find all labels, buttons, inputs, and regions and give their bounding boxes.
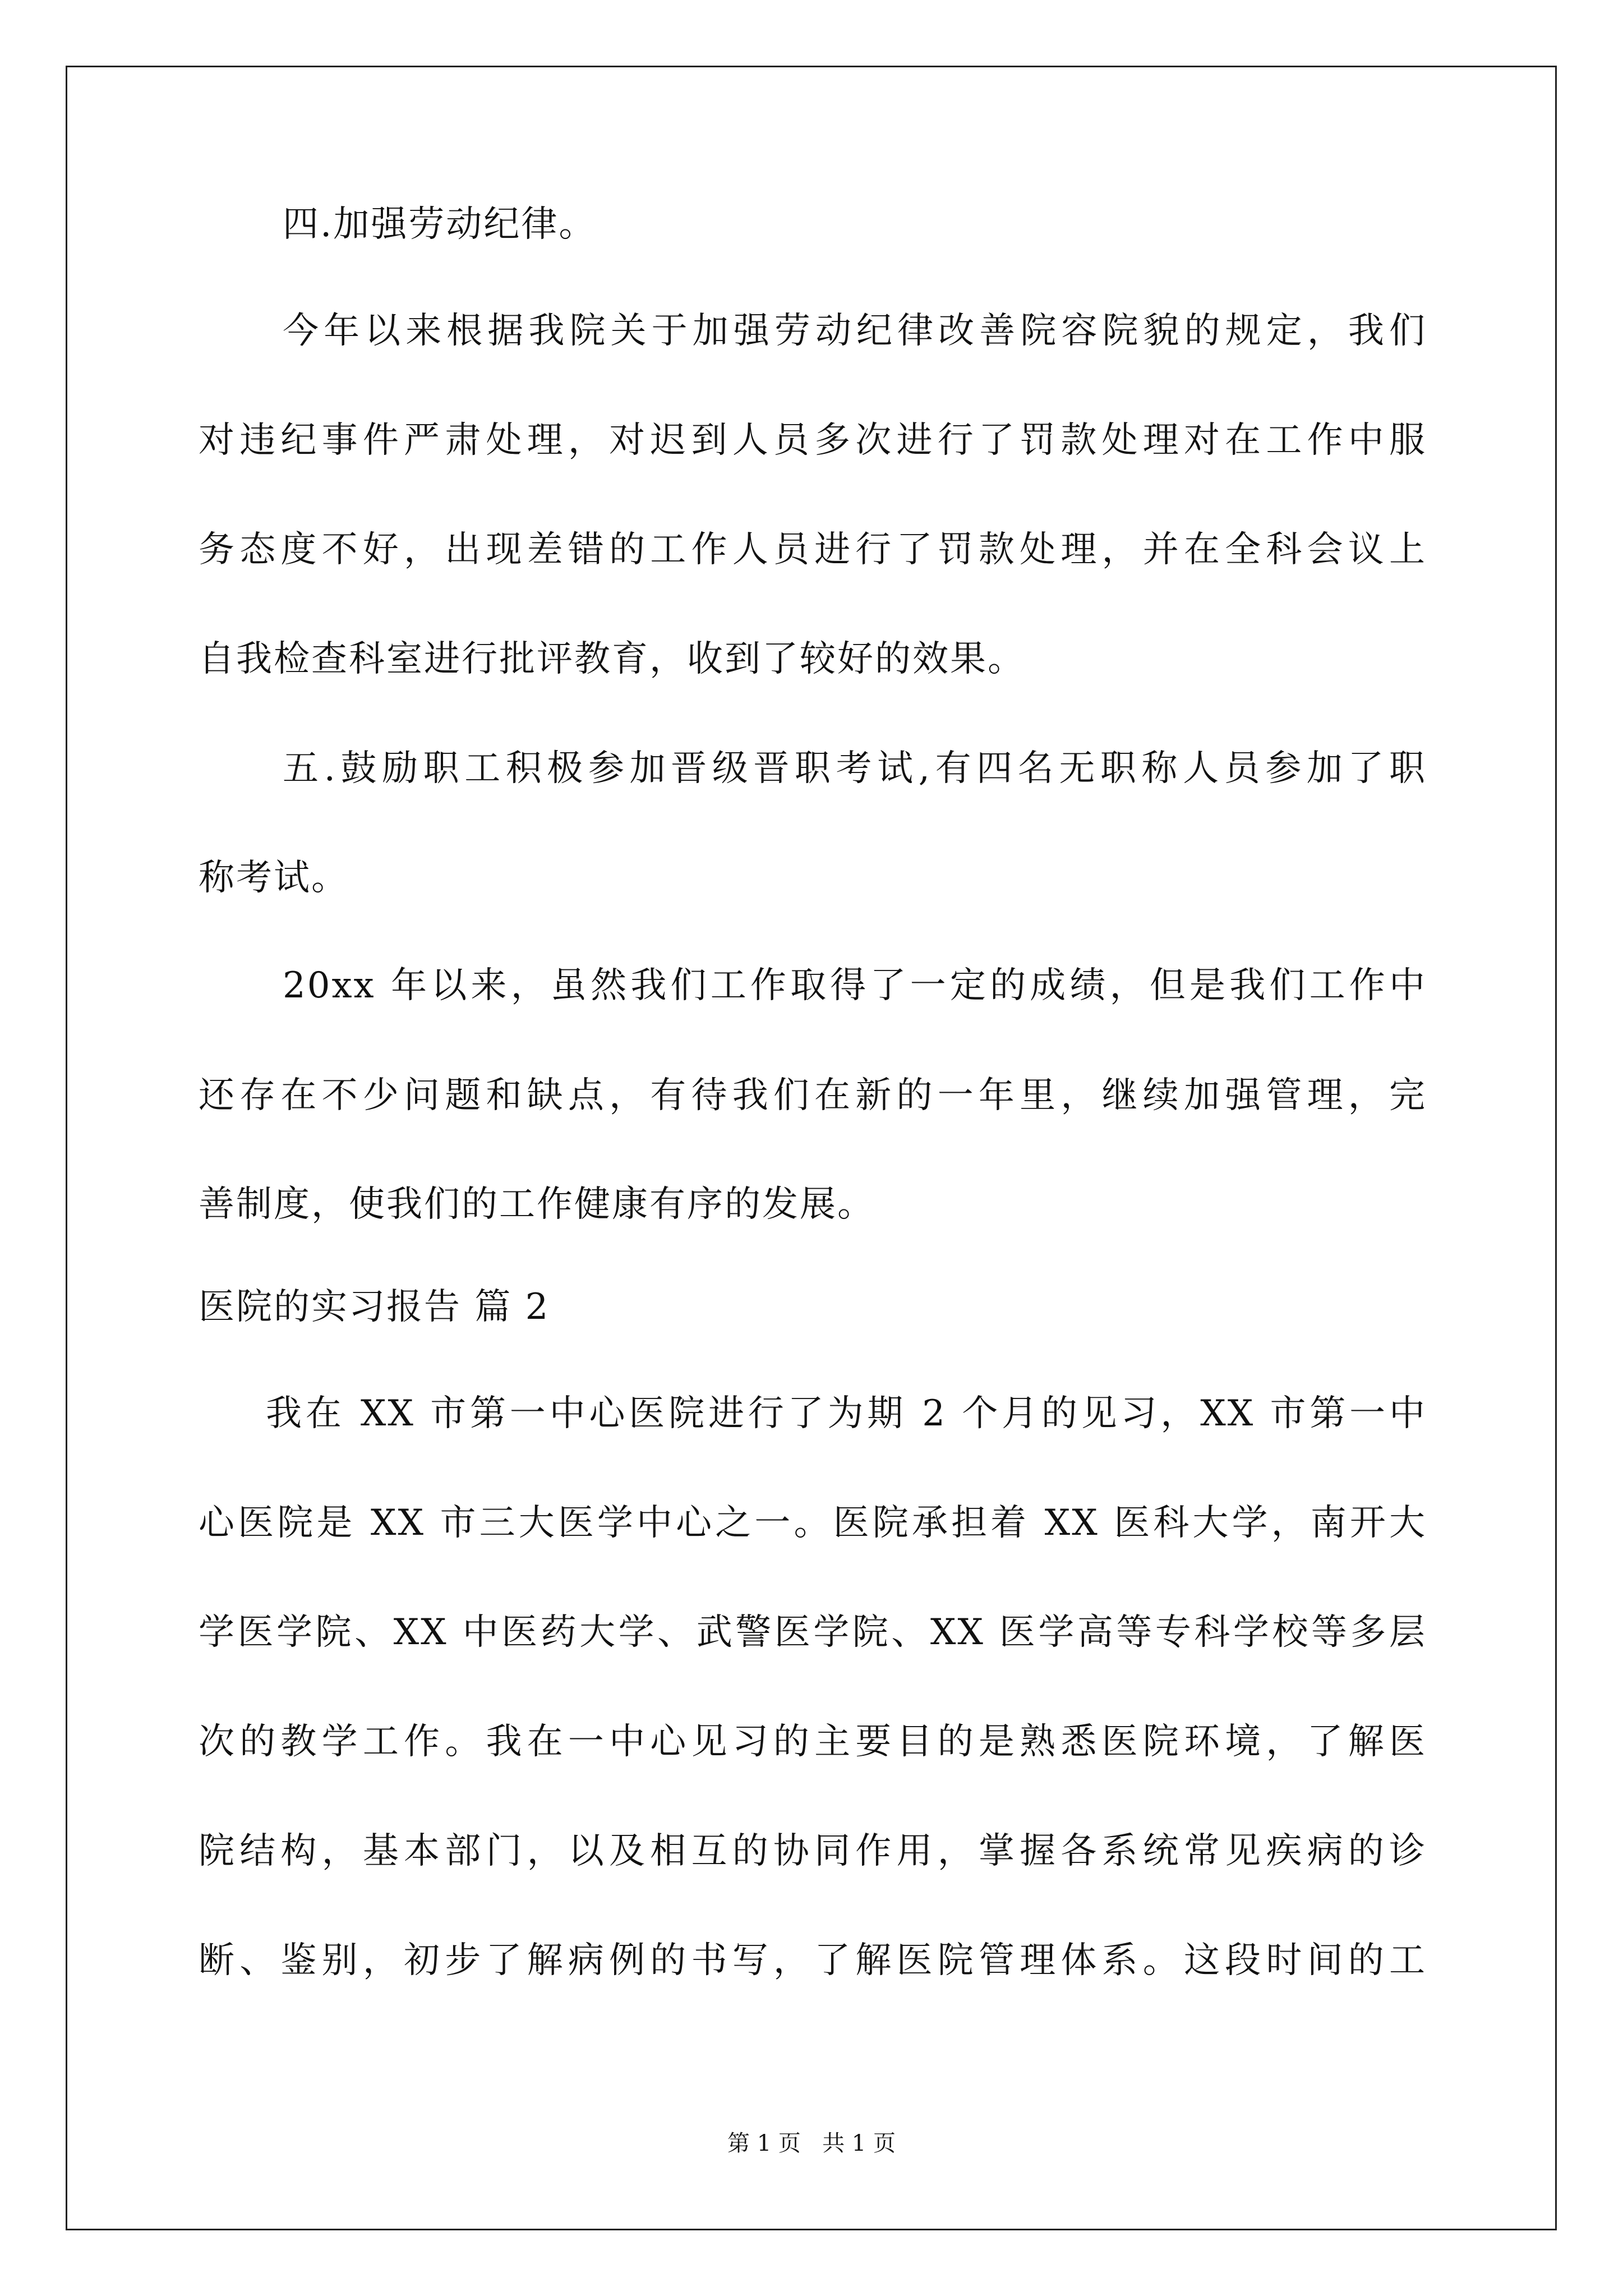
page-border	[66, 66, 1557, 2230]
page-footer: 第 1 页 共 1 页	[727, 2131, 896, 2156]
section-heading-5: 五.鼓励职工积极参加晋级晋职考试,有四名无职称人员参加了职	[283, 748, 1427, 789]
paragraph-line: 自我检查科室进行批评教育，收到了较好的效果。	[199, 638, 1025, 680]
paragraph-line: 对违纪事件严肃处理，对迟到人员多次进行了罚款处理对在工作中服	[199, 420, 1427, 461]
paragraph-line: 断、鉴别，初步了解病例的书写，了解医院管理体系。这段时间的工	[199, 1940, 1427, 1981]
paragraph-line: 心医院是 XX 市三大医学中心之一。医院承担着 XX 医科大学，南开大	[199, 1502, 1427, 1544]
article-title: 医院的实习报告 篇 2	[199, 1286, 550, 1328]
paragraph-line: 称考试。	[199, 857, 349, 899]
paragraph-line: 今年以来根据我院关于加强劳动纪律改善院容院貌的规定，我们	[283, 310, 1427, 352]
paragraph-line: 院结构，基本部门，以及相互的协同作用，掌握各系统常见疾病的诊	[199, 1830, 1427, 1872]
paragraph-line: 还存在不少问题和缺点，有待我们在新的一年里，继续加强管理，完	[199, 1075, 1427, 1116]
section-heading-4: 四.加强劳动纪律。	[283, 204, 597, 245]
paragraph-line: 次的教学工作。我在一中心见习的主要目的是熟悉医院环境，了解医	[199, 1721, 1427, 1763]
paragraph-line: 善制度，使我们的工作健康有序的发展。	[199, 1184, 875, 1225]
paragraph-line: 20xx 年以来，虽然我们工作取得了一定的成绩，但是我们工作中	[283, 965, 1427, 1006]
paragraph-line: 学医学院、XX 中医药大学、武警医学院、XX 医学高等专科学校等多层	[199, 1612, 1427, 1653]
paragraph-line: 我在 XX 市第一中心医院进行了为期 2 个月的见习，XX 市第一中	[266, 1393, 1427, 1434]
paragraph-line: 务态度不好，出现差错的工作人员进行了罚款处理，并在全科会议上	[199, 529, 1427, 570]
